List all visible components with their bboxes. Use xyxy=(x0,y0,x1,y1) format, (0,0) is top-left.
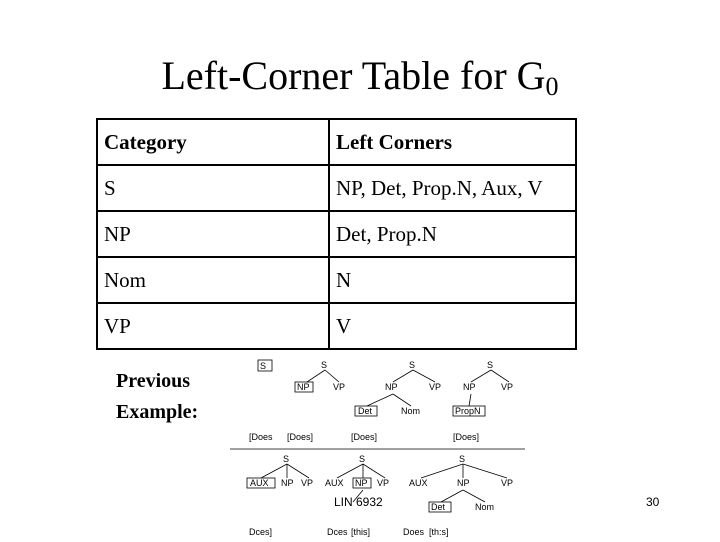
category-cell: S xyxy=(97,165,329,211)
tree-leaf: Dces] xyxy=(249,527,273,537)
category-cell: VP xyxy=(97,303,329,349)
previous-example-label: Previous Example: xyxy=(116,370,199,423)
tree-label: VP xyxy=(333,382,346,392)
tree-leaf: Does xyxy=(403,527,425,537)
tree-label: VP xyxy=(377,478,390,488)
footer-course: LIN 6932 xyxy=(334,495,383,509)
left-corner-table xyxy=(96,118,577,350)
tree-label: Nom xyxy=(475,502,495,512)
tree-label: S xyxy=(260,361,267,371)
left-corners-cell: NP, Det, Prop.N, Aux, V xyxy=(329,165,576,211)
tree-label: AUX xyxy=(250,478,269,488)
parse-tree-figure xyxy=(225,352,525,542)
column-header-category: Category xyxy=(97,119,329,165)
left-corners-cell: V xyxy=(336,313,352,338)
tree-label: S xyxy=(321,360,328,370)
tree-label: VP xyxy=(301,478,314,488)
table-row xyxy=(97,211,576,257)
category-cell: Nom xyxy=(97,257,329,303)
tree-label: S xyxy=(459,454,466,464)
slide-title: Left-Corner Table for $G_0$ xyxy=(161,53,559,101)
tree-leaf: [Does] xyxy=(453,432,480,442)
category-cell: NP xyxy=(97,211,329,257)
tree-label: Det xyxy=(431,502,446,512)
tree-label: NP xyxy=(385,382,398,392)
tree-label: NP xyxy=(281,478,294,488)
tree-label: VP xyxy=(501,478,514,488)
tree-label: S xyxy=(283,454,290,464)
tree-leaf: [th:s] xyxy=(429,527,449,537)
table-row xyxy=(97,165,576,211)
column-header-left-corners: Left Corners xyxy=(329,119,576,165)
tree-label: NP xyxy=(457,478,470,488)
tree-label: S xyxy=(487,360,494,370)
tree-leaf: [this] xyxy=(351,527,371,537)
tree-leaf: [Does] xyxy=(351,432,378,442)
tree-label: NP xyxy=(463,382,476,392)
tree-label: S xyxy=(409,360,416,370)
table-row xyxy=(97,303,576,349)
tree-label: VP xyxy=(429,382,442,392)
table-header-row xyxy=(97,119,576,165)
slide-number: 30 xyxy=(646,495,660,509)
left-corners-cell: N xyxy=(329,257,576,303)
tree-label: PropN xyxy=(455,406,481,416)
tree-label: Nom xyxy=(401,406,421,416)
left-corners-cell: Det, Prop.N xyxy=(329,211,576,257)
tree-label: S xyxy=(359,454,366,464)
tree-label: NP xyxy=(297,382,310,392)
tree-label: AUX xyxy=(325,478,344,488)
tree-leaf: [Does] xyxy=(287,432,314,442)
tree-label: Det xyxy=(358,406,373,416)
tree-leaf: [Does xyxy=(249,432,273,442)
tree-label: AUX xyxy=(409,478,428,488)
tree-label: NP xyxy=(355,478,368,488)
tree-leaf: Dces xyxy=(327,527,348,537)
tree-label: VP xyxy=(501,382,514,392)
table-row xyxy=(97,257,576,303)
